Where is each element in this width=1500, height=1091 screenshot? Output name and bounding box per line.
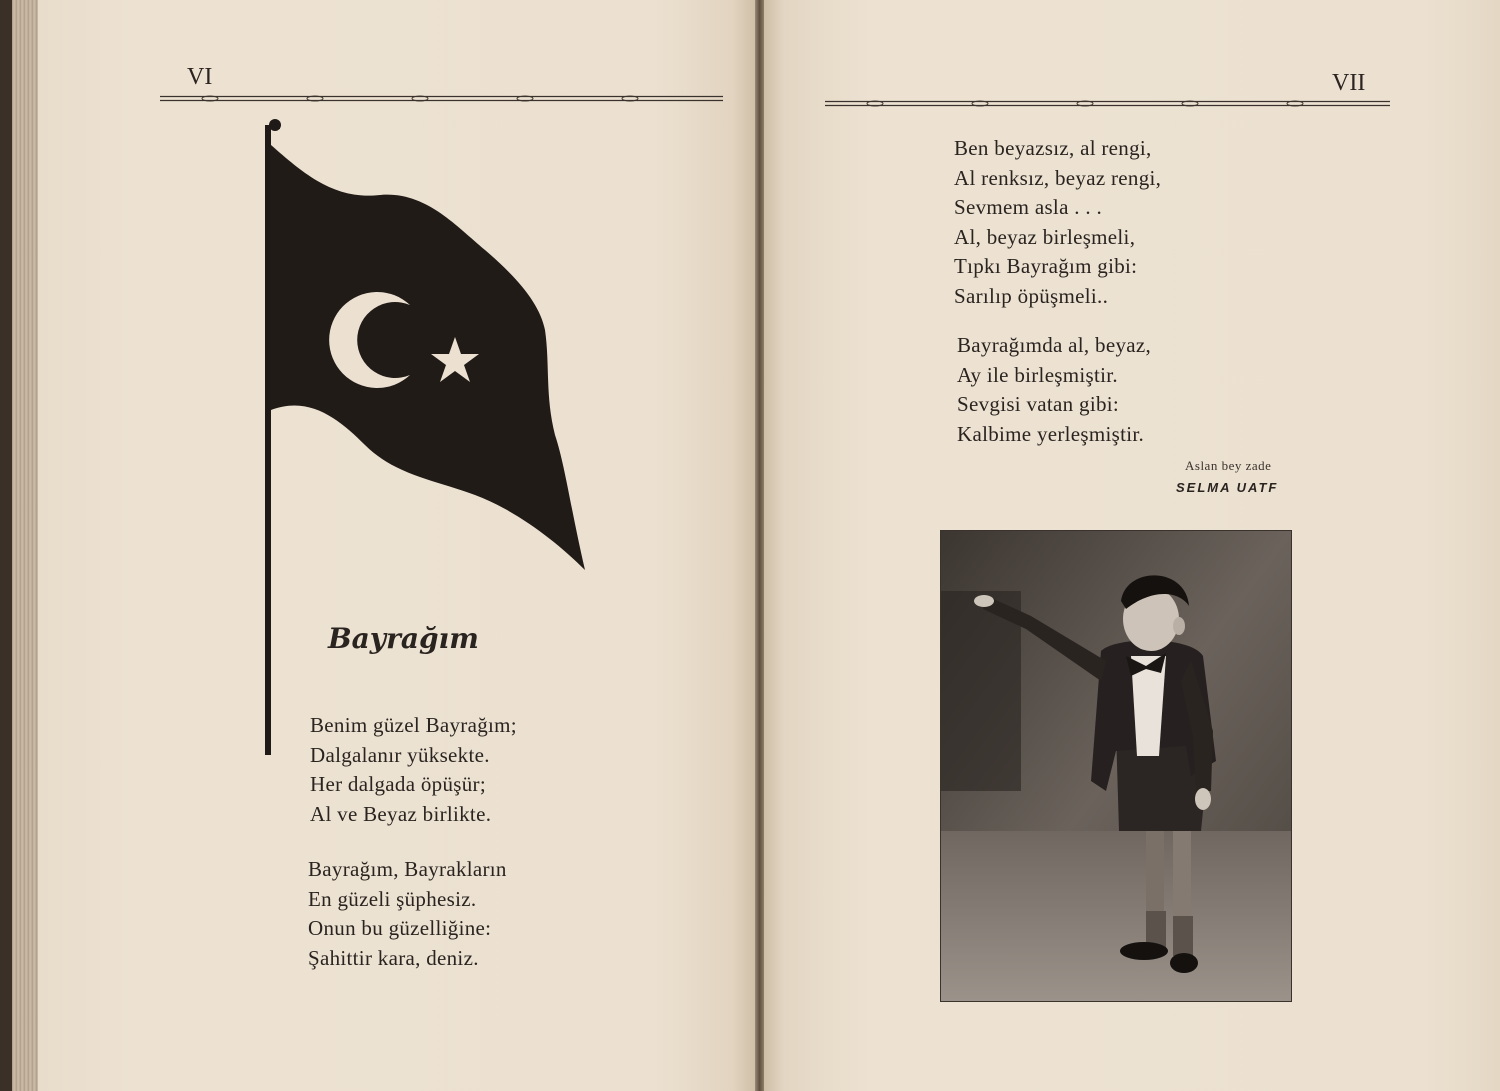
verse-line: Dalgalanır yüksekte. xyxy=(310,742,490,767)
ornamental-rule-left xyxy=(160,94,723,103)
verse-line: Onun bu güzelliğine: xyxy=(308,916,492,940)
author-prefix: Aslan bey zade xyxy=(1185,458,1272,473)
verse-line: Al, beyaz birleşmeli, xyxy=(954,224,1136,249)
verse-line: Ben beyazsız, al rengi, xyxy=(954,136,1152,160)
page-edges xyxy=(12,0,38,1091)
verse-line: Al ve Beyaz birlikte. xyxy=(310,801,492,826)
child-saluting-photo xyxy=(940,530,1292,1002)
verse-line: Kalbime yerleşmiştir. xyxy=(957,421,1145,446)
verse-line: En güzeli şüphesiz. xyxy=(308,886,477,911)
verse-line: Sarılıp öpüşmeli.. xyxy=(954,283,1109,308)
stanza-2 xyxy=(308,855,507,973)
book-gutter xyxy=(755,0,764,1091)
verse-line: Tıpkı Bayrağım gibi: xyxy=(954,254,1138,278)
verse-line: Bayrağım, Bayrakların xyxy=(308,857,507,881)
page-number-left: VI xyxy=(187,64,213,90)
verse-line: Sevmem asla . . . xyxy=(954,195,1102,219)
verse-line: Ay ile birleşmiştir. xyxy=(957,362,1118,387)
verse-line: Bayrağımda al, beyaz, xyxy=(957,333,1152,357)
stanza-4 xyxy=(957,331,1151,449)
stanza-1 xyxy=(310,711,517,829)
author-name: SELMA UATF xyxy=(1176,480,1279,495)
ornamental-rule-right xyxy=(825,99,1390,108)
turkish-flag-icon xyxy=(255,115,595,765)
poem-title: Bayrağım xyxy=(328,622,479,655)
verse-line: Benim güzel Bayrağım; xyxy=(310,713,517,737)
stanza-3 xyxy=(954,134,1161,311)
verse-line: Al renksız, beyaz rengi, xyxy=(954,165,1162,190)
verse-line: Şahittir kara, deniz. xyxy=(308,945,479,970)
verse-line: Sevgisi vatan gibi: xyxy=(957,392,1120,416)
verse-line: Her dalgada öpüşür; xyxy=(310,772,486,796)
page-number-right: VII xyxy=(1332,70,1366,96)
